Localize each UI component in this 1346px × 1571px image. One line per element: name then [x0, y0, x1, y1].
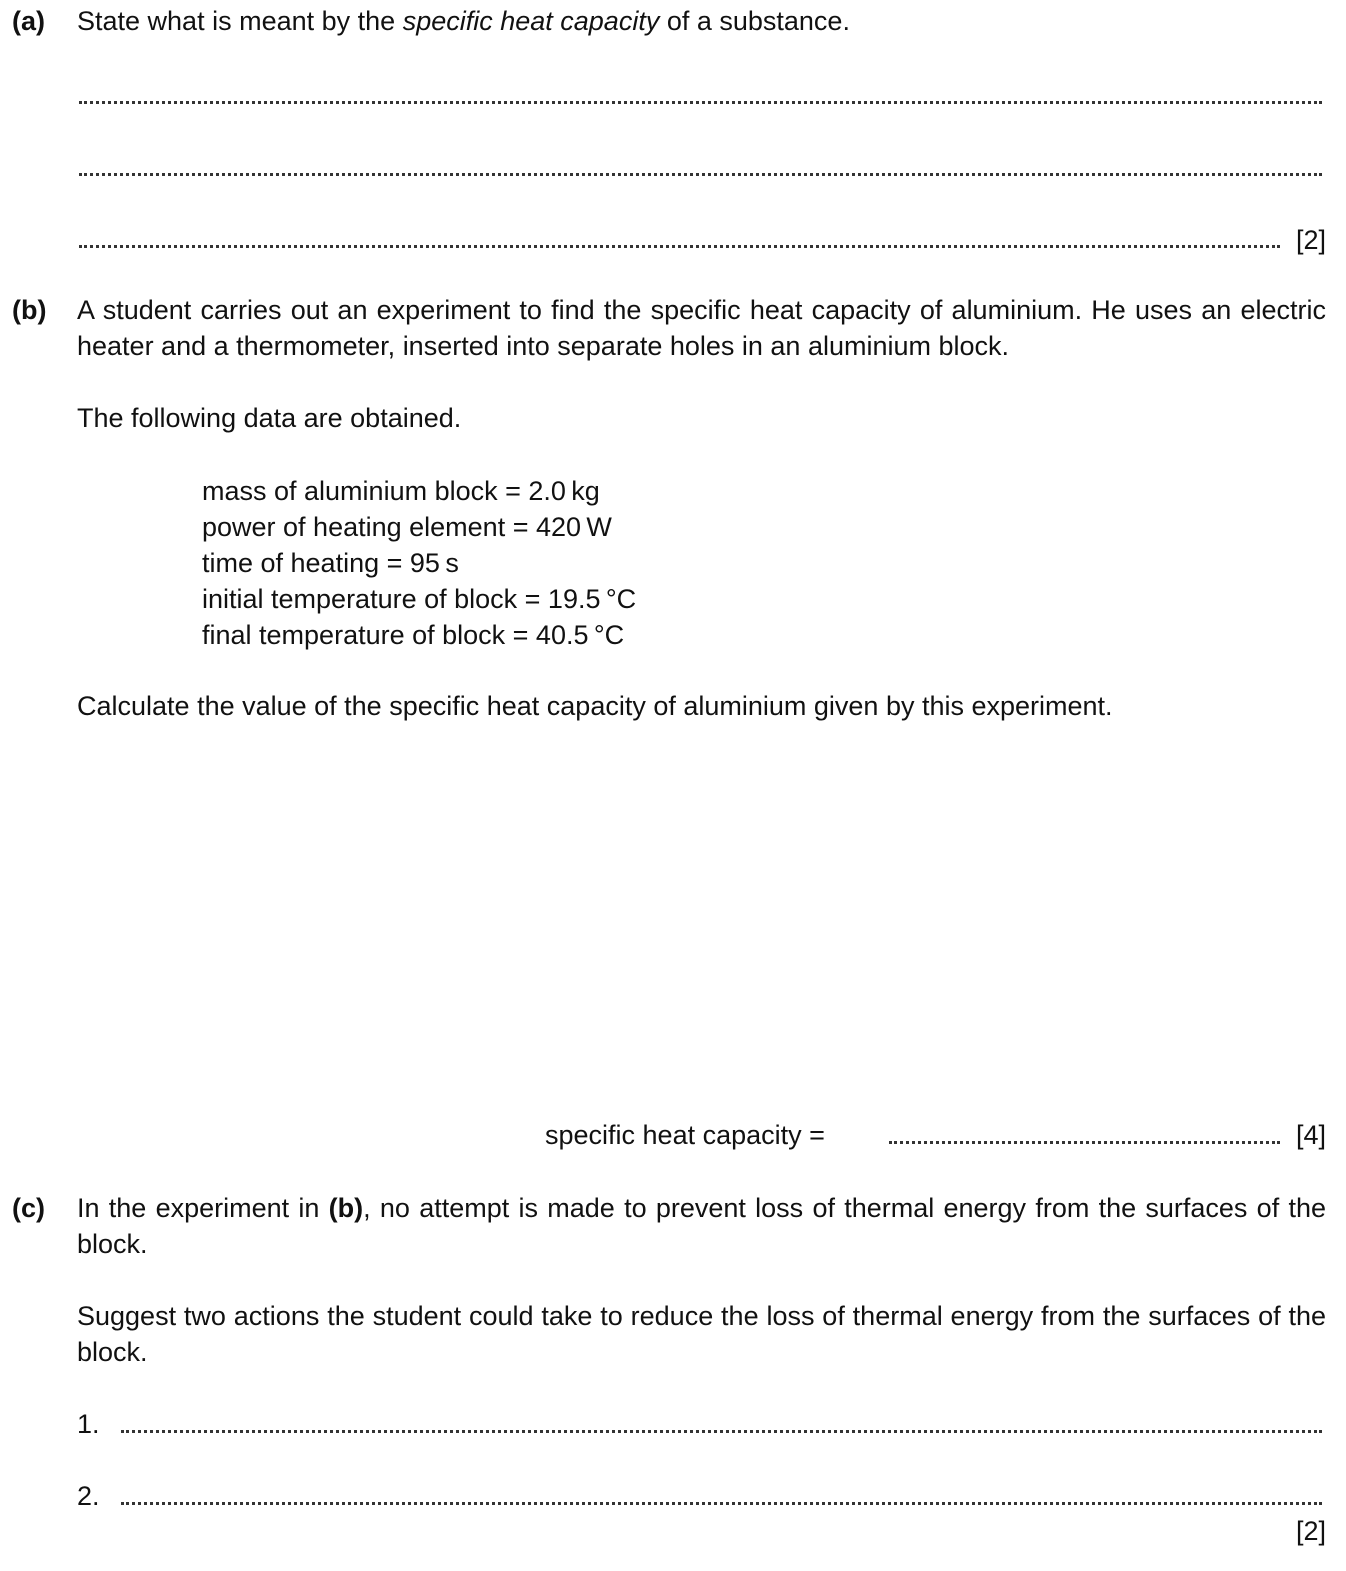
data-item-time: time of heating = 95 s [202, 548, 459, 578]
part-a-question [77, 6, 850, 37]
part-c-intro-ref: (b) [328, 1193, 364, 1223]
part-c-intro-end: , no attempt is made to prevent loss of thermal energy from the surfaces of the block. [77, 1193, 1326, 1259]
part-b-data-intro: The following data are obtained. [77, 403, 462, 433]
part-c-answer-number-2: 2. [77, 1481, 100, 1511]
part-a-answer-line-3[interactable] [79, 245, 1280, 248]
part-c-answer-line-2[interactable] [121, 1502, 1322, 1505]
part-c-intro-start: In the experiment in [77, 1193, 329, 1223]
part-a-question-end: of a substance. [659, 6, 850, 36]
part-b-intro: A student carries out an experiment to find the specific heat capacity of aluminium. He uses an electric heater and a thermometer, inserted into separate holes in an aluminium block. [77, 295, 1326, 361]
data-item-final-temperature: final temperature of block = 40.5 °C [202, 620, 625, 650]
part-b-marks: [4] [1295, 1120, 1326, 1150]
part-a-answer-line-2[interactable] [79, 173, 1322, 176]
part-a-question-start: State what is meant by the [77, 6, 403, 36]
part-b-label: (b) [12, 295, 47, 325]
part-c-label: (c) [12, 1193, 45, 1223]
part-b-task: Calculate the value of the specific heat capacity of aluminium given by this experiment. [77, 691, 1113, 721]
data-item-initial-temperature: initial temperature of block = 19.5 °C [202, 584, 637, 614]
part-b-answer-label: specific heat capacity = [545, 1120, 825, 1150]
part-a-marks: [2] [1295, 225, 1326, 255]
part-c-task: Suggest two actions the student could take to reduce the loss of thermal energy from the surfaces of the block. [77, 1301, 1326, 1367]
part-a-question-term: specific heat capacity [402, 6, 660, 36]
part-b-answer-line[interactable] [889, 1141, 1280, 1144]
part-a-answer-line-1[interactable] [79, 101, 1322, 104]
data-item-power: power of heating element = 420 W [202, 512, 612, 542]
part-b-data-list [202, 473, 636, 653]
part-a-label: (a) [12, 6, 45, 36]
data-item-mass: mass of aluminium block = 2.0 kg [202, 476, 600, 506]
part-c-marks: [2] [1295, 1516, 1326, 1546]
part-c-answer-line-1[interactable] [121, 1430, 1322, 1433]
part-c-answer-number-1: 1. [77, 1409, 100, 1439]
part-c-intro [77, 1190, 1326, 1262]
